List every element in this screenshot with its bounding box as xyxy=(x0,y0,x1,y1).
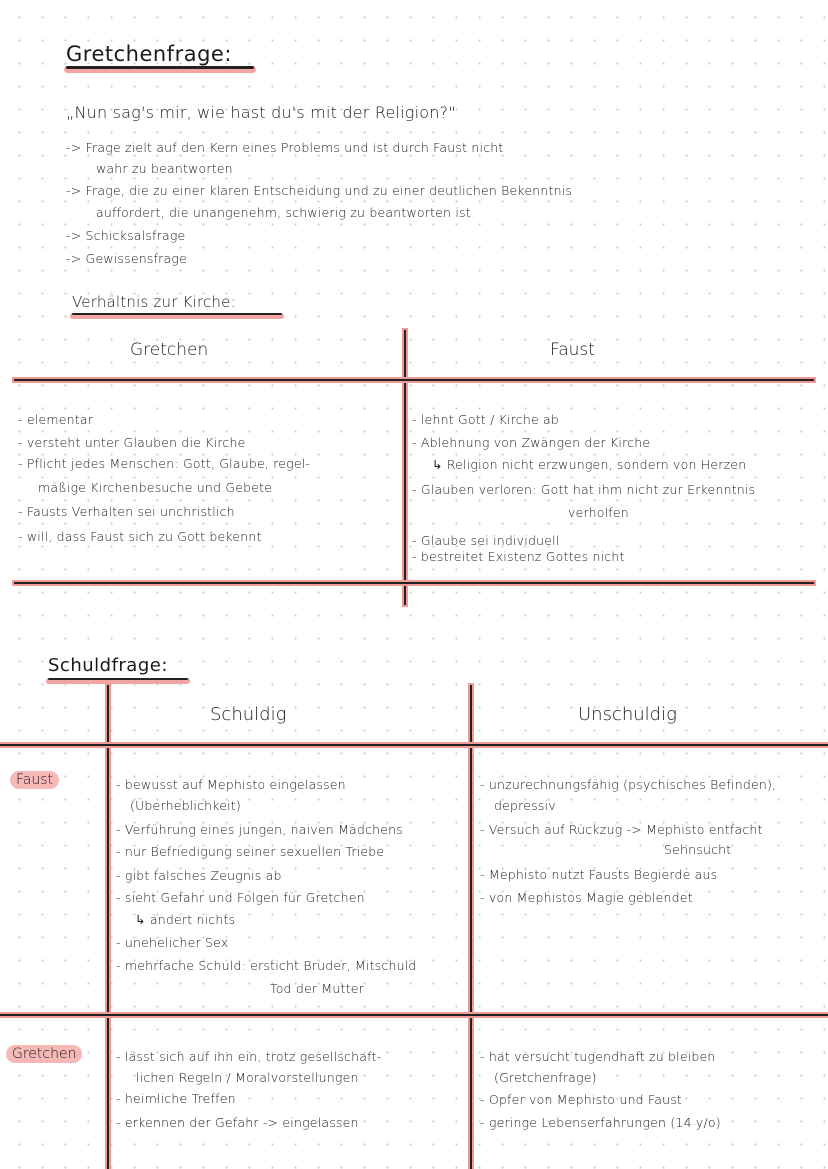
table-divider xyxy=(404,330,406,605)
list-item: - Verführung eines jungen, naiven Mädchens xyxy=(116,822,403,837)
list-item: Tod der Mutter xyxy=(270,981,364,996)
list-item: - Glauben verloren: Gott hat ihm nicht zur Erkenntnis xyxy=(412,482,756,497)
list-item: - will, dass Faust sich zu Gott bekennt xyxy=(18,529,262,544)
list-item: Sehnsucht xyxy=(664,842,732,857)
heading-underline xyxy=(48,678,188,680)
bullet-cont: auffordert, die unangenehm, schwierig zu beantworten ist xyxy=(96,205,471,220)
col-header-gretchen: Gretchen xyxy=(130,340,209,360)
list-item: - elementar xyxy=(18,412,94,427)
section-heading-schuld: Schuldfrage: xyxy=(48,655,168,676)
list-item: - gibt falsches Zeugnis ab xyxy=(116,868,282,883)
list-item: - Fausts Verhalten sei unchristlich xyxy=(18,504,235,519)
bullet: -> Gewissensfrage xyxy=(66,251,187,266)
list-item: - unehelicher Sex xyxy=(116,935,229,950)
list-item: - unzurechnungsfähig (psychisches Befinden), xyxy=(480,777,777,792)
list-item: - bestreitet Existenz Gottes nicht xyxy=(412,549,625,564)
col-header-unschuldig: Unschuldig xyxy=(578,704,677,725)
list-item: - Glaube sei individuell xyxy=(412,533,560,548)
table-header-line xyxy=(0,744,828,746)
list-item: depressiv xyxy=(494,798,556,813)
bullet: -> Schicksalsfrage xyxy=(66,228,186,243)
list-item: - sieht Gefahr und Folgen für Gretchen xyxy=(116,890,365,905)
list-item: - Ablehnung von Zwängen der Kirche xyxy=(412,435,651,450)
list-item: - erkennen der Gefahr -> eingelassen xyxy=(116,1115,359,1130)
bullet-cont: wahr zu beantworten xyxy=(96,161,233,176)
quote: „Nun sag's mir, wie hast du's mit der Religion?" xyxy=(66,103,456,122)
list-item: - Mephisto nutzt Fausts Begierde aus xyxy=(480,867,718,882)
list-item: - Opfer von Mephisto und Faust xyxy=(480,1092,683,1107)
list-item: lichen Regeln / Moralvorstellungen xyxy=(136,1070,359,1085)
title-underline xyxy=(66,66,254,69)
col-header-faust: Faust xyxy=(550,340,595,360)
bullet: -> Frage, die zu einer klaren Entscheidung und zu einer deutlichen Bekenntnis xyxy=(66,183,573,198)
list-item: - mehrfache Schuld: ersticht Bruder, Mitschuld xyxy=(116,958,417,973)
list-item: verholfen xyxy=(568,505,629,520)
col-header-schuldig: Schuldig xyxy=(210,704,287,725)
list-item: - hat versucht tugendhaft zu bleiben xyxy=(480,1049,716,1064)
list-item: - nur Befriedigung seiner sexuellen Triebe xyxy=(116,844,385,859)
table-row-line xyxy=(0,1014,828,1016)
list-item: - lehnt Gott / Kirche ab xyxy=(412,412,560,427)
table-header-line xyxy=(14,379,814,381)
table-divider xyxy=(470,685,472,1169)
section-heading-kirche: Verhältnis zur Kirche: xyxy=(72,293,236,311)
list-item: ↳ Religion nicht erzwungen, sondern von Herzen xyxy=(432,457,747,472)
list-item: - bewusst auf Mephisto eingelassen xyxy=(116,777,346,792)
list-item: - versteht unter Glauben die Kirche xyxy=(18,435,246,450)
row-label-faust: Faust xyxy=(10,771,59,789)
page-title: Gretchenfrage: xyxy=(66,42,232,66)
list-item: mäßige Kirchenbesuche und Gebete xyxy=(38,480,273,495)
list-item: (Gretchenfrage) xyxy=(494,1070,597,1085)
list-item: - geringe Lebenserfahrungen (14 y/o) xyxy=(480,1115,721,1130)
list-item: - heimliche Treffen xyxy=(116,1091,236,1106)
table-divider xyxy=(107,685,109,1169)
table-bottom-line xyxy=(14,582,814,584)
list-item: ↳ ändert nichts xyxy=(135,912,236,927)
list-item: - Pflicht jedes Menschen: Gott, Glaube, regel- xyxy=(18,456,311,471)
bullet: -> Frage zielt auf den Kern eines Problems und ist durch Faust nicht xyxy=(66,140,504,155)
list-item: - lässt sich auf ihn ein, trotz gesellschaft- xyxy=(116,1049,382,1064)
heading-underline xyxy=(72,313,282,315)
list-item: - Versuch auf Rückzug -> Mephisto entfacht xyxy=(480,822,763,837)
list-item: (Überheblichkeit) xyxy=(130,798,241,813)
list-item: - von Mephistos Magie geblendet xyxy=(480,890,693,905)
row-label-gretchen: Gretchen xyxy=(6,1045,82,1063)
